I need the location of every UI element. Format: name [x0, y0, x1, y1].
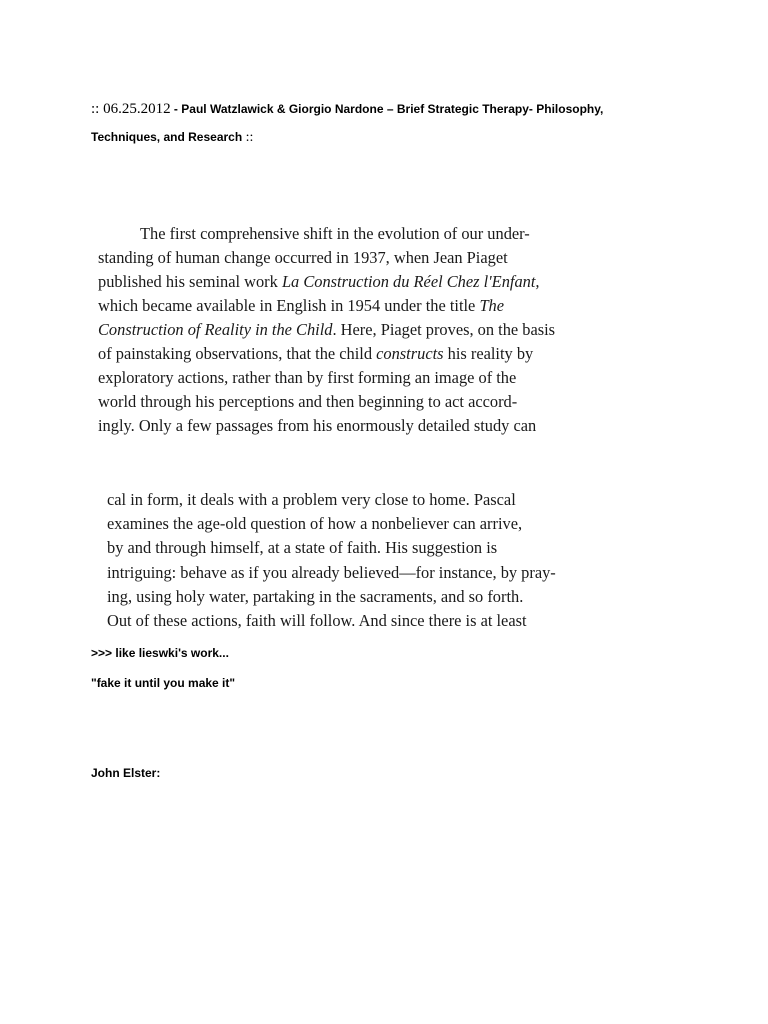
post-date: :: 06.25.2012: [91, 101, 171, 117]
excerpt2-line-1: cal in form, it deals with a problem very close to home. Pascal: [107, 490, 516, 509]
excerpt1-line-9: ingly. Only a few passages from his enormously detailed study can: [98, 416, 537, 435]
header-end-marker: ::: [242, 130, 254, 145]
excerpt2-line-6: Out of these actions, faith will follow. And since there is at least: [107, 610, 527, 630]
note-john-elster: John Elster:: [91, 766, 161, 780]
excerpt1-line-6: [98, 342, 555, 366]
note-fake-it-quote: "fake it until you make it": [91, 676, 236, 690]
excerpt1-line-2: standing of human change occurred in 1937, when Jean Piaget: [98, 248, 508, 267]
note-like-lieswki: >>> like lieswki's work...: [91, 646, 229, 660]
excerpt1-line-1: The first comprehensive shift in the evolution of our under-: [140, 224, 530, 243]
excerpt1-line-5: [98, 318, 555, 342]
excerpt1-line-3-text: published his seminal work: [98, 272, 282, 291]
excerpt2-line-5: ing, using holy water, partaking in the sacraments, and so forth.: [107, 586, 524, 606]
excerpt1-line-7: exploratory actions, rather than by first forming an image of the: [98, 368, 517, 387]
excerpt1-emphasis-constructs: constructs: [376, 344, 444, 363]
header-separator: -: [170, 102, 182, 116]
excerpt1-line-6-text-b: his reality by: [443, 344, 534, 363]
excerpt1-line-4: [98, 294, 555, 318]
excerpt1-line-6-text-a: of painstaking observations, that the child: [98, 344, 377, 363]
post-title-part2: Techniques, and Research: [91, 130, 243, 144]
book-excerpt-1: [98, 222, 555, 438]
book-excerpt-2: [107, 488, 556, 633]
excerpt1-line-8: world through his perceptions and then beginning to act accord-: [98, 392, 518, 411]
excerpt2-line-2: examines the age-old question of how a nonbeliever can arrive,: [107, 514, 523, 534]
excerpt2-line-3: by and through himself, at a state of faith. His suggestion is: [107, 538, 498, 558]
excerpt1-line-3: [98, 270, 555, 294]
excerpt1-book-title-french: La Construction du Réel Chez l'Enfant,: [281, 272, 540, 291]
post-title-part1: Paul Watzlawick & Giorgio Nardone – Brief Strategic Therapy- Philosophy,: [181, 102, 604, 116]
post-header: [91, 95, 721, 152]
excerpt1-line-4-italic: The: [479, 296, 505, 315]
excerpt1-book-title-english: Construction of Reality in the Child: [98, 320, 333, 339]
excerpt2-line-4: intriguing: behave as if you already believed—for instance, by pray-: [107, 562, 556, 582]
excerpt1-line-4-text: which became available in English in 1954 under the title: [98, 296, 480, 315]
excerpt1-line-5-text: . Here, Piaget proves, on the basis: [332, 320, 556, 339]
